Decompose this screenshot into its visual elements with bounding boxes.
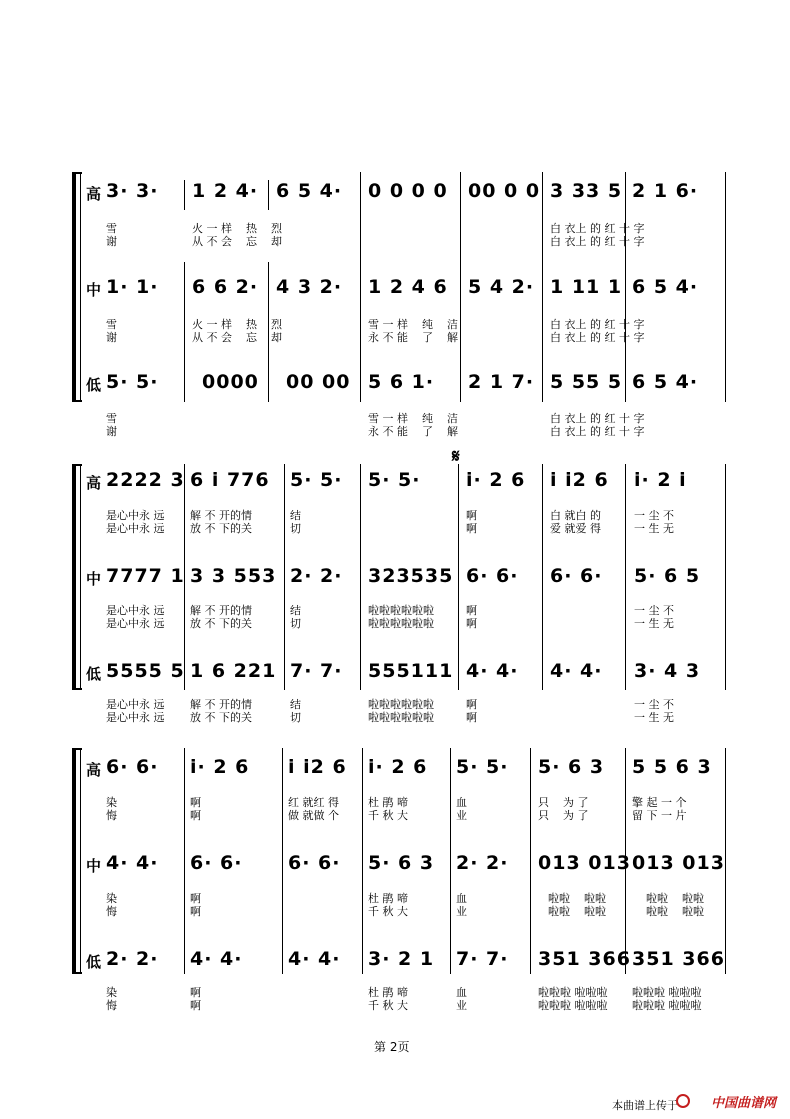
lyric: 血 bbox=[456, 986, 467, 999]
lyric: 悔 bbox=[106, 905, 117, 918]
barline bbox=[184, 180, 185, 210]
lyric: 一 尘 不 bbox=[634, 604, 674, 617]
lyric: 啊 bbox=[466, 617, 477, 630]
notes-mid-m6: 6· 6· bbox=[550, 565, 603, 587]
notes-low-m3: 00 00 bbox=[286, 371, 351, 393]
score-system-3 bbox=[72, 748, 732, 1012]
notes-high-m1: 6· 6· bbox=[106, 756, 159, 778]
lyric: 杜 鹃 啼 bbox=[368, 892, 408, 905]
lyric: 火 一 样 热 烈 bbox=[192, 222, 282, 235]
lyric: 啦啦啦啦啦啦 bbox=[368, 698, 434, 711]
notes-mid-m1: 4· 4· bbox=[106, 852, 159, 874]
barline bbox=[460, 172, 461, 402]
notes-high-m3: 6 5 4· bbox=[276, 180, 343, 202]
lyric: 从 不 会 忘 却 bbox=[192, 235, 282, 248]
lyric: 解 不 开的情 bbox=[190, 698, 252, 711]
notes-low-m6: 351 366 bbox=[538, 948, 631, 970]
barline bbox=[625, 172, 626, 402]
notes-mid-m3: 4 3 2· bbox=[276, 276, 343, 298]
lyric: 永 不 能 了 解 bbox=[368, 425, 458, 438]
lyric: 啊 bbox=[190, 809, 201, 822]
notes-mid-m2: 6· 6· bbox=[190, 852, 243, 874]
notes-mid-m2: 6 6 2· bbox=[192, 276, 259, 298]
voice-label-low: 低 bbox=[86, 665, 102, 683]
lyric: 啊 bbox=[466, 711, 477, 724]
barline bbox=[282, 748, 283, 974]
score-system-2 bbox=[72, 446, 732, 724]
lyric: 解 不 开的情 bbox=[190, 509, 252, 522]
lyric: 雪 一 样 纯 洁 bbox=[368, 412, 458, 425]
lyric: 啊 bbox=[190, 986, 201, 999]
barline bbox=[360, 464, 361, 690]
lyric: 爱 就爱 得 bbox=[550, 522, 601, 535]
lyric: 白 衣上 的 红 十 字 bbox=[550, 425, 645, 438]
notes-low-m2: 0000 bbox=[202, 371, 259, 393]
system-bracket-line bbox=[80, 748, 81, 974]
lyric: 谢 bbox=[106, 425, 117, 438]
barline bbox=[450, 748, 451, 974]
barline bbox=[362, 748, 363, 974]
lyric: 是心中永 远 bbox=[106, 509, 165, 522]
lyric: 啦啦啦 啦啦啦 bbox=[538, 986, 608, 999]
system-bracket-line bbox=[80, 464, 81, 690]
notes-high-m3: 5· 5· bbox=[290, 469, 343, 491]
notes-low-m4: 5 6 1· bbox=[368, 371, 435, 393]
barline bbox=[542, 172, 543, 402]
lyric: 红 就红 得 bbox=[288, 796, 339, 809]
lyric: 白 衣上 的 红 十 字 bbox=[550, 318, 645, 331]
voice-label-mid: 中 bbox=[86, 281, 102, 299]
segno-icon: 𝄋 bbox=[452, 446, 460, 467]
upload-note: 本曲谱上传于 bbox=[612, 1099, 678, 1112]
lyric: 染 bbox=[106, 892, 117, 905]
lyric: 血 bbox=[456, 892, 467, 905]
lyric: 结 bbox=[290, 604, 301, 617]
lyric: 白 就白 的 bbox=[550, 509, 601, 522]
lyric: 白 衣上 的 红 十 字 bbox=[550, 235, 645, 248]
notes-high-m2: i· 2 6 bbox=[190, 756, 250, 778]
lyric: 火 一 样 热 烈 bbox=[192, 318, 282, 331]
lyric: 啊 bbox=[190, 892, 201, 905]
notes-mid-m1: 7777 1 bbox=[106, 565, 185, 587]
lyric: 切 bbox=[290, 617, 301, 630]
voice-label-low: 低 bbox=[86, 953, 102, 971]
notes-mid-m3: 6· 6· bbox=[288, 852, 341, 874]
page-number: 第 2页 bbox=[374, 1040, 410, 1054]
voice-label-high: 高 bbox=[86, 474, 102, 492]
barline bbox=[625, 464, 626, 690]
notes-high-m6: 3 33 5 bbox=[550, 180, 623, 202]
lyric: 雪 bbox=[106, 222, 117, 235]
lyric: 只 为 了 bbox=[538, 809, 589, 822]
lyric: 业 bbox=[456, 809, 467, 822]
lyric: 做 就做 个 bbox=[288, 809, 339, 822]
lyric: 是心中永 远 bbox=[106, 698, 165, 711]
notes-mid-m5: 5 4 2· bbox=[468, 276, 535, 298]
lyric: 是心中永 远 bbox=[106, 604, 165, 617]
notes-high-m2: 1 2 4· bbox=[192, 180, 259, 202]
notes-high-m7: 2 1 6· bbox=[632, 180, 699, 202]
site-logo-text[interactable]: 中国曲谱网 bbox=[710, 1096, 776, 1111]
system-bracket-line bbox=[80, 172, 81, 402]
lyric: 雪 bbox=[106, 412, 117, 425]
notes-mid-m6: 1 11 1 bbox=[550, 276, 623, 298]
lyric: 是心中永 远 bbox=[106, 522, 165, 535]
notes-mid-m4: 1 2 4 6 bbox=[368, 276, 448, 298]
lyric: 切 bbox=[290, 711, 301, 724]
lyric: 一 生 无 bbox=[634, 617, 674, 630]
notes-low-m4: 555111 bbox=[368, 660, 454, 682]
lyric: 啊 bbox=[466, 509, 477, 522]
lyric: 悔 bbox=[106, 999, 117, 1012]
lyric: 一 尘 不 bbox=[634, 509, 674, 522]
barline bbox=[530, 748, 531, 974]
voice-label-high: 高 bbox=[86, 185, 102, 203]
lyric: 结 bbox=[290, 698, 301, 711]
notes-high-m7: 5 5 6 3 bbox=[632, 756, 712, 778]
notes-mid-m4: 5· 6 3 bbox=[368, 852, 435, 874]
notes-low-m7: 6 5 4· bbox=[632, 371, 699, 393]
notes-high-m4: 0 0 0 0 bbox=[368, 180, 448, 202]
voice-label-low: 低 bbox=[86, 376, 102, 394]
notes-high-m7: i· 2 i bbox=[634, 469, 687, 491]
lyric: 啦啦啦啦啦啦 bbox=[368, 604, 434, 617]
lyric: 谢 bbox=[106, 331, 117, 344]
lyric: 一 生 无 bbox=[634, 711, 674, 724]
notes-high-m6: i i2 6 bbox=[550, 469, 609, 491]
lyric: 结 bbox=[290, 509, 301, 522]
lyric: 只 为 了 bbox=[538, 796, 589, 809]
lyric: 从 不 会 忘 却 bbox=[192, 331, 282, 344]
notes-low-m1: 2· 2· bbox=[106, 948, 159, 970]
notes-high-m3: i i2 6 bbox=[288, 756, 347, 778]
notes-low-m6: 4· 4· bbox=[550, 660, 603, 682]
notes-mid-m4: 323535 bbox=[368, 565, 454, 587]
lyric: 啦啦啦 啦啦啦 bbox=[632, 986, 702, 999]
lyric: 一 尘 不 bbox=[634, 698, 674, 711]
lyric: 放 不 下的关 bbox=[190, 522, 252, 535]
lyric: 雪 bbox=[106, 318, 117, 331]
barline bbox=[458, 464, 459, 690]
lyric: 染 bbox=[106, 796, 117, 809]
notes-low-m1: 5· 5· bbox=[106, 371, 159, 393]
lyric: 染 bbox=[106, 986, 117, 999]
lyric: 永 不 能 了 解 bbox=[368, 331, 458, 344]
notes-low-m5: 7· 7· bbox=[456, 948, 509, 970]
lyric: 千 秋 大 bbox=[368, 809, 408, 822]
lyric: 啊 bbox=[466, 522, 477, 535]
lyric: 是心中永 远 bbox=[106, 711, 165, 724]
lyric: 千 秋 大 bbox=[368, 999, 408, 1012]
notes-high-m2: 6 i 776 bbox=[190, 469, 270, 491]
lyric: 留 下 一 片 bbox=[632, 809, 687, 822]
notes-high-m5: i· 2 6 bbox=[466, 469, 526, 491]
lyric: 啊 bbox=[190, 905, 201, 918]
lyric: 千 秋 大 bbox=[368, 905, 408, 918]
notes-mid-m6: 013 013 bbox=[538, 852, 631, 874]
lyric: 悔 bbox=[106, 809, 117, 822]
lyric: 白 衣上 的 红 十 字 bbox=[550, 412, 645, 425]
notes-low-m2: 4· 4· bbox=[190, 948, 243, 970]
lyric: 业 bbox=[456, 905, 467, 918]
notes-low-m3: 7· 7· bbox=[290, 660, 343, 682]
lyric: 啊 bbox=[466, 604, 477, 617]
lyric: 啊 bbox=[190, 999, 201, 1012]
notes-high-m6: 5· 6 3 bbox=[538, 756, 605, 778]
lyric: 业 bbox=[456, 999, 467, 1012]
lyric: 啦啦啦啦啦啦 bbox=[368, 617, 434, 630]
notes-low-m2: 1 6 221 bbox=[190, 660, 277, 682]
site-logo-icon bbox=[676, 1094, 690, 1108]
voice-label-mid: 中 bbox=[86, 570, 102, 588]
notes-high-m5: 5· 5· bbox=[456, 756, 509, 778]
barline bbox=[542, 464, 543, 690]
notes-low-m7: 351 366 bbox=[632, 948, 725, 970]
barline bbox=[360, 172, 361, 402]
notes-high-m1: 2222 3 bbox=[106, 469, 185, 491]
lyric: 切 bbox=[290, 522, 301, 535]
notes-low-m4: 3· 2 1 bbox=[368, 948, 435, 970]
notes-low-m6: 5 55 5 bbox=[550, 371, 623, 393]
lyric: 谢 bbox=[106, 235, 117, 248]
lyric: 啦啦啦啦啦啦 bbox=[368, 711, 434, 724]
lyric: 放 不 下的关 bbox=[190, 711, 252, 724]
notes-mid-m1: 1· 1· bbox=[106, 276, 159, 298]
barline bbox=[184, 262, 185, 402]
barline bbox=[284, 464, 285, 690]
notes-mid-m7: 5· 6 5 bbox=[634, 565, 701, 587]
lyric: 啦啦啦 啦啦啦 bbox=[632, 999, 702, 1012]
notes-low-m1: 5555 5 bbox=[106, 660, 185, 682]
lyric: 放 不 下的关 bbox=[190, 617, 252, 630]
voice-label-mid: 中 bbox=[86, 857, 102, 875]
notes-mid-m3: 2· 2· bbox=[290, 565, 343, 587]
notes-mid-m2: 3 3 553 bbox=[190, 565, 277, 587]
notes-high-m1: 3· 3· bbox=[106, 180, 159, 202]
notes-low-m5: 4· 4· bbox=[466, 660, 519, 682]
notes-low-m7: 3· 4 3 bbox=[634, 660, 701, 682]
barline bbox=[725, 172, 726, 402]
lyric: 啦啦 啦啦 bbox=[548, 905, 606, 918]
barline bbox=[184, 748, 185, 974]
voice-label-high: 高 bbox=[86, 761, 102, 779]
notes-high-m4: 5· 5· bbox=[368, 469, 421, 491]
lyric: 是心中永 远 bbox=[106, 617, 165, 630]
lyric: 啊 bbox=[190, 796, 201, 809]
notes-mid-m5: 6· 6· bbox=[466, 565, 519, 587]
lyric: 血 bbox=[456, 796, 467, 809]
barline bbox=[725, 464, 726, 690]
score-system-1 bbox=[72, 172, 732, 438]
barline bbox=[268, 180, 269, 210]
barline bbox=[725, 748, 726, 974]
notes-high-m4: i· 2 6 bbox=[368, 756, 428, 778]
lyric: 杜 鹃 啼 bbox=[368, 986, 408, 999]
notes-high-m5: 00 0 0 bbox=[468, 180, 541, 202]
lyric: 白 衣上 的 红 十 字 bbox=[550, 222, 645, 235]
lyric: 啦啦啦 啦啦啦 bbox=[538, 999, 608, 1012]
lyric: 擎 起 一 个 bbox=[632, 796, 687, 809]
lyric: 啦啦 啦啦 bbox=[646, 892, 704, 905]
notes-low-m3: 4· 4· bbox=[288, 948, 341, 970]
lyric: 啦啦 啦啦 bbox=[548, 892, 606, 905]
lyric: 白 衣上 的 红 十 字 bbox=[550, 331, 645, 344]
lyric: 杜 鹃 啼 bbox=[368, 796, 408, 809]
notes-low-m5: 2 1 7· bbox=[468, 371, 535, 393]
lyric: 一 生 无 bbox=[634, 522, 674, 535]
lyric: 啊 bbox=[466, 698, 477, 711]
lyric: 解 不 开的情 bbox=[190, 604, 252, 617]
notes-mid-m7: 013 013 bbox=[632, 852, 725, 874]
lyric: 啦啦 啦啦 bbox=[646, 905, 704, 918]
notes-mid-m5: 2· 2· bbox=[456, 852, 509, 874]
lyric: 雪 一 样 纯 洁 bbox=[368, 318, 458, 331]
notes-mid-m7: 6 5 4· bbox=[632, 276, 699, 298]
